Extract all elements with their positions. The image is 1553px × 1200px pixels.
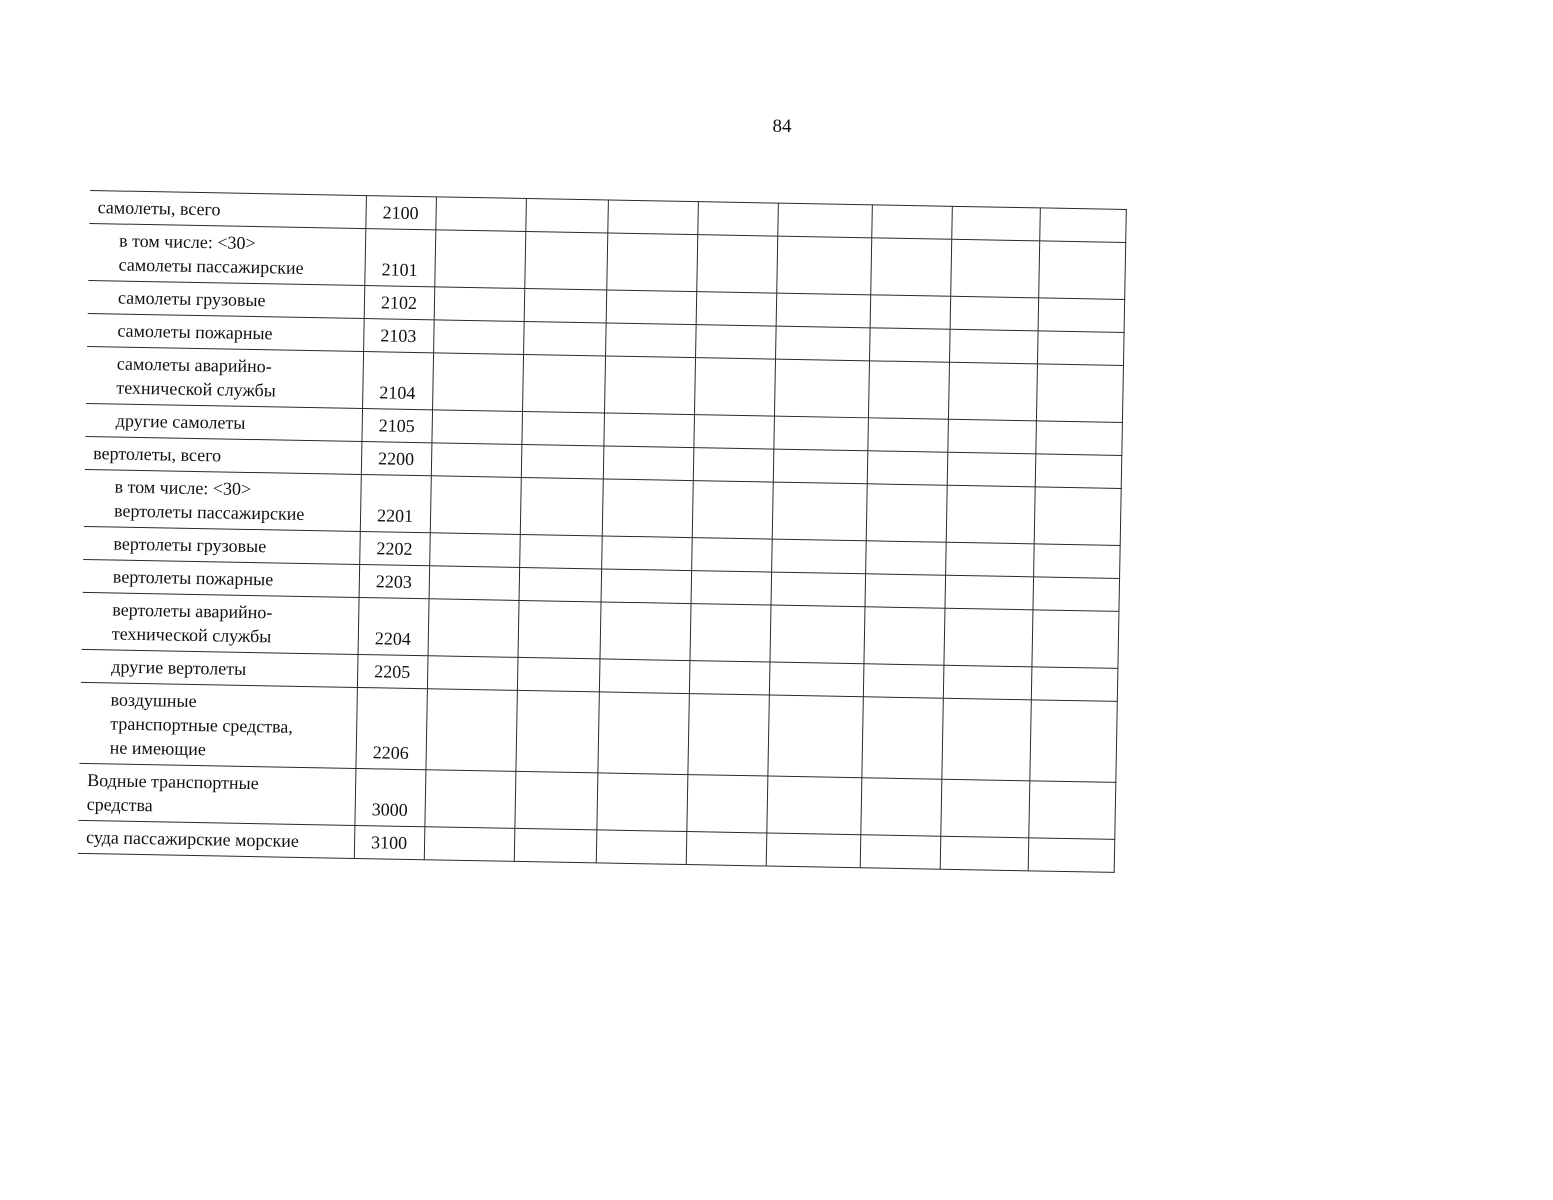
value-cell[interactable] (430, 476, 521, 535)
value-cell[interactable] (863, 607, 944, 665)
value-cell[interactable] (517, 657, 600, 691)
value-cell[interactable] (696, 292, 777, 326)
value-cell[interactable] (950, 239, 1039, 298)
value-cell[interactable] (772, 482, 867, 541)
value-cell[interactable] (777, 203, 872, 238)
value-cell[interactable] (771, 539, 866, 574)
value-cell[interactable] (434, 287, 525, 322)
value-cell[interactable] (693, 448, 774, 482)
value-cell[interactable] (766, 833, 861, 868)
row-code: 2205 (357, 654, 428, 688)
indicator-table (78, 190, 1126, 873)
value-cell[interactable] (429, 566, 520, 601)
value-cell[interactable] (687, 694, 768, 776)
value-cell[interactable] (1036, 364, 1123, 423)
value-cell[interactable] (948, 362, 1037, 421)
value-cell[interactable] (775, 326, 870, 361)
value-cell[interactable] (1037, 331, 1124, 366)
row-label: самолеты аварийно- технической службы (86, 346, 363, 408)
value-cell[interactable] (774, 359, 869, 418)
row-code: 2105 (361, 409, 432, 443)
value-cell[interactable] (1038, 298, 1125, 333)
value-cell[interactable] (524, 288, 607, 322)
value-cell[interactable] (947, 452, 1036, 487)
value-cell[interactable] (514, 771, 597, 829)
value-cell[interactable] (424, 827, 515, 862)
value-cell[interactable] (1031, 667, 1118, 702)
row-label: воздушные транспортные средства, не имеющие (79, 682, 356, 768)
value-cell[interactable] (950, 296, 1039, 331)
row-code: 3000 (354, 768, 425, 826)
value-cell[interactable] (603, 446, 694, 481)
value-cell[interactable] (943, 665, 1032, 700)
value-cell[interactable] (868, 361, 949, 419)
value-cell[interactable] (435, 197, 526, 232)
value-cell[interactable] (944, 575, 1033, 610)
value-cell[interactable] (870, 295, 951, 329)
value-cell[interactable] (524, 231, 607, 289)
value-cell[interactable] (523, 321, 606, 355)
value-cell[interactable] (1039, 208, 1126, 243)
value-cell[interactable] (949, 329, 1038, 364)
page-number: 84 (772, 116, 792, 137)
value-cell[interactable] (951, 206, 1040, 241)
row-code: 2100 (365, 196, 436, 230)
row-label: в том числе: <30> самолеты пассажирские (88, 223, 365, 285)
row-label: вертолеты пожарные (83, 559, 360, 597)
value-cell[interactable] (1028, 838, 1115, 873)
row-code: 2204 (358, 597, 429, 655)
value-cell[interactable] (689, 604, 770, 662)
value-cell[interactable] (604, 356, 695, 415)
value-cell[interactable] (692, 481, 773, 539)
value-cell[interactable] (861, 697, 942, 779)
value-cell[interactable] (943, 608, 1032, 667)
value-cell[interactable] (601, 569, 692, 604)
value-cell[interactable] (867, 418, 948, 452)
value-cell[interactable] (1031, 610, 1118, 669)
value-cell[interactable] (865, 541, 946, 575)
row-label: вертолеты грузовые (83, 526, 360, 564)
value-cell[interactable] (429, 533, 520, 568)
value-cell[interactable] (697, 202, 778, 236)
value-cell[interactable] (694, 358, 775, 416)
value-cell[interactable] (866, 484, 947, 542)
value-cell[interactable] (870, 238, 951, 296)
value-cell[interactable] (686, 832, 767, 866)
value-cell[interactable] (428, 599, 519, 658)
value-cell[interactable] (599, 659, 690, 694)
value-cell[interactable] (601, 536, 692, 571)
value-cell[interactable] (1032, 577, 1119, 612)
row-code: 2200 (361, 442, 432, 476)
value-cell[interactable] (431, 410, 522, 445)
row-label: самолеты грузовые (88, 280, 365, 318)
value-cell[interactable] (596, 830, 687, 865)
value-cell[interactable] (695, 325, 776, 359)
value-cell[interactable] (597, 692, 688, 775)
value-cell[interactable] (424, 770, 515, 829)
value-cell[interactable] (691, 571, 772, 605)
value-cell[interactable] (776, 293, 871, 328)
value-cell[interactable] (860, 835, 941, 869)
row-code: 3100 (354, 825, 425, 859)
value-cell[interactable] (1029, 700, 1116, 783)
value-cell[interactable] (769, 605, 864, 664)
value-cell[interactable] (433, 320, 524, 355)
value-cell[interactable] (696, 235, 777, 293)
value-cell[interactable] (599, 602, 690, 661)
row-label: суда пассажирские морские (78, 820, 355, 858)
value-cell[interactable] (425, 689, 516, 772)
value-cell[interactable] (427, 656, 518, 691)
value-cell[interactable] (864, 574, 945, 608)
value-cell[interactable] (773, 416, 868, 451)
value-cell[interactable] (689, 661, 770, 695)
value-cell[interactable] (1034, 487, 1121, 546)
value-cell[interactable] (518, 600, 601, 658)
value-cell[interactable] (871, 205, 952, 239)
value-cell[interactable] (525, 198, 608, 232)
value-cell[interactable] (519, 534, 602, 568)
value-cell[interactable] (602, 479, 693, 538)
value-cell[interactable] (693, 415, 774, 449)
row-code: 2202 (359, 532, 430, 566)
value-cell[interactable] (941, 698, 1030, 781)
value-cell[interactable] (940, 779, 1029, 838)
value-cell[interactable] (521, 411, 604, 445)
row-code: 2104 (362, 352, 433, 410)
value-cell[interactable] (773, 449, 868, 484)
row-label: в том числе: <30> вертолеты пассажирские (84, 469, 361, 531)
value-cell[interactable] (1035, 421, 1122, 456)
value-cell[interactable] (867, 451, 948, 485)
value-cell[interactable] (606, 233, 697, 292)
value-cell[interactable] (686, 775, 767, 833)
value-cell[interactable] (767, 695, 862, 778)
value-cell[interactable] (521, 444, 604, 478)
value-cell[interactable] (947, 419, 1036, 454)
table-body (78, 190, 1126, 872)
value-cell[interactable] (769, 662, 864, 697)
value-cell[interactable] (946, 485, 1035, 544)
row-label: другие самолеты (85, 403, 362, 441)
row-label: другие вертолеты (81, 649, 358, 687)
value-cell[interactable] (860, 778, 941, 836)
value-cell[interactable] (431, 443, 522, 478)
value-cell[interactable] (945, 542, 1034, 577)
row-code: 2103 (363, 319, 434, 353)
value-cell[interactable] (1033, 544, 1120, 579)
value-cell[interactable] (776, 236, 871, 295)
value-cell[interactable] (1038, 241, 1125, 300)
value-cell[interactable] (596, 773, 687, 832)
row-label: вертолеты аварийно- технической службы (82, 592, 359, 654)
row-code: 2101 (364, 229, 435, 287)
row-label: Водные транспортные средства (78, 763, 355, 825)
value-cell[interactable] (520, 477, 603, 535)
value-cell[interactable] (1035, 454, 1122, 489)
value-cell[interactable] (515, 690, 598, 772)
value-cell[interactable] (606, 290, 697, 325)
value-cell[interactable] (869, 328, 950, 362)
value-cell[interactable] (522, 354, 605, 412)
value-cell[interactable] (514, 828, 597, 862)
row-code: 2102 (364, 286, 435, 320)
value-cell[interactable] (771, 572, 866, 607)
row-label: самолеты, всего (89, 190, 366, 228)
row-code: 2203 (359, 564, 430, 598)
value-cell[interactable] (940, 836, 1029, 871)
value-cell[interactable] (519, 567, 602, 601)
value-cell[interactable] (863, 664, 944, 698)
value-cell[interactable] (607, 200, 698, 235)
value-cell[interactable] (691, 538, 772, 572)
value-cell[interactable] (434, 230, 525, 289)
row-code: 2206 (355, 687, 426, 769)
table-wrapper (78, 190, 1126, 873)
value-cell[interactable] (766, 776, 861, 835)
value-cell[interactable] (605, 323, 696, 358)
value-cell[interactable] (603, 413, 694, 448)
row-code: 2201 (360, 475, 431, 533)
row-label: самолеты пожарные (87, 313, 364, 351)
value-cell[interactable] (432, 353, 523, 412)
value-cell[interactable] (1028, 781, 1115, 840)
row-label: вертолеты, всего (85, 436, 362, 474)
